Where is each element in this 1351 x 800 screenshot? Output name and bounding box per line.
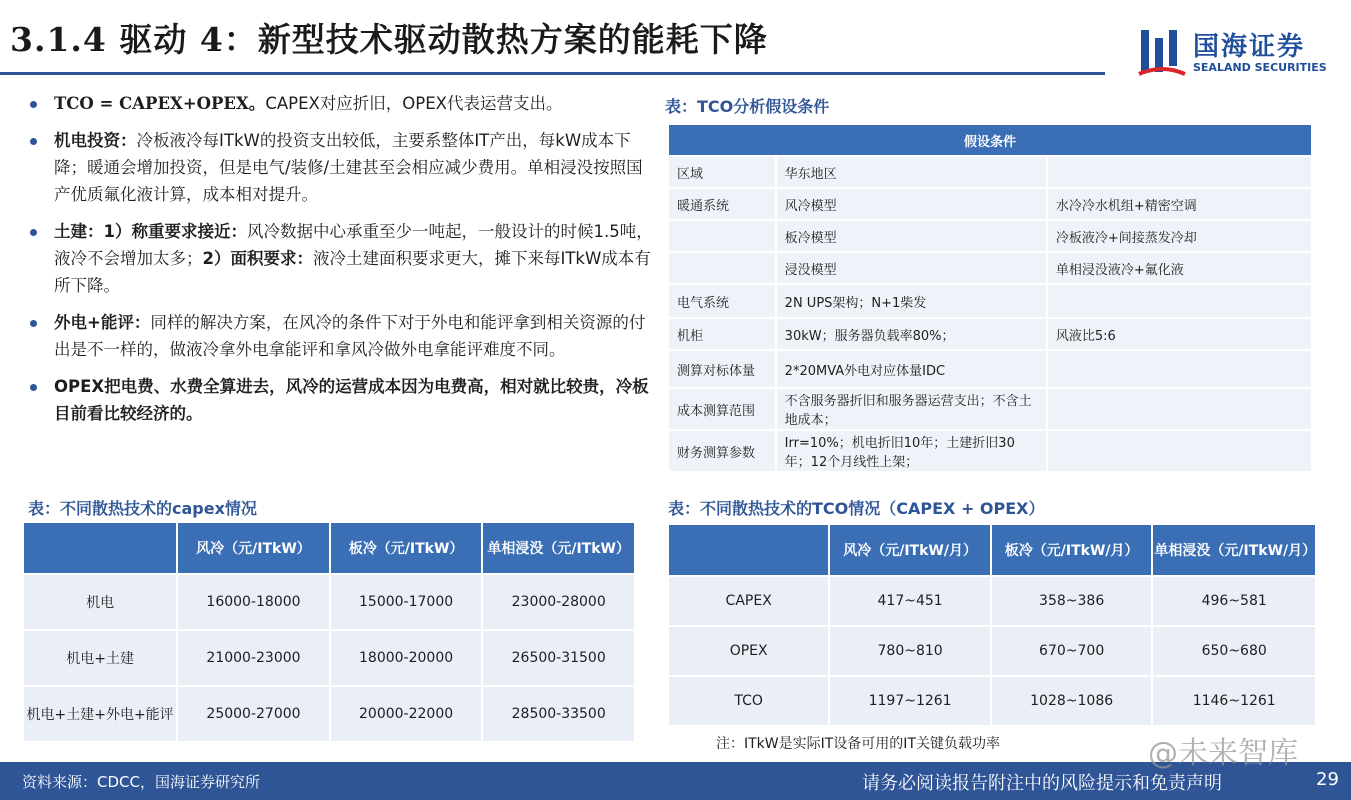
bullet-lead: OPEX把电费、水费全算进去，风冷的运营成本因为电费高，相对就比较贵，冷板目前看比较经济的。 [54, 377, 649, 423]
column-header: 单相浸没（元/ITkW） [482, 522, 635, 574]
table-cell [668, 252, 776, 284]
table-cell: 单相浸没液冷+氟化液 [1047, 252, 1312, 284]
bullet-lead: 土建：1）称重要求接近： [54, 222, 247, 241]
table-cell: 18000-20000 [330, 630, 483, 686]
table-cell: 25000-27000 [177, 686, 330, 742]
tco-note: 注：ITkW是实际IT设备可用的IT关键负载功率 [716, 736, 1000, 752]
bullet-item [28, 127, 653, 208]
table-cell: 2N UPS架构；N+1柴发 [776, 284, 1047, 318]
table-row [668, 220, 1312, 252]
table-cell: 1146~1261 [1152, 676, 1316, 726]
table-cell [1047, 430, 1312, 472]
table-cell: 暖通系统 [668, 188, 776, 220]
table-cell: 机电 [23, 574, 177, 630]
bullet-lead-2: 2）面积要求： [202, 249, 313, 268]
table-cell: OPEX [668, 626, 829, 676]
capex-table [22, 521, 636, 743]
tco-table [667, 523, 1317, 727]
title-divider [0, 72, 1105, 75]
table-row [668, 676, 1316, 726]
company-logo [1137, 26, 1337, 80]
table-row [668, 626, 1316, 676]
table-cell [1047, 284, 1312, 318]
bullet-lead: 外电+能评： [54, 313, 151, 332]
page-number: 29 [1316, 769, 1339, 790]
table-cell: 浸没模型 [776, 252, 1047, 284]
table-cell: 21000-23000 [177, 630, 330, 686]
sealand-logo-icon [1137, 26, 1187, 78]
table-cell: 28500-33500 [482, 686, 635, 742]
bullet-text: CAPEX对应折旧，OPEX代表运营支出。 [265, 94, 563, 113]
table-header-row [668, 524, 1316, 576]
table-cell [1047, 156, 1312, 188]
bullet-lead: 机电投资： [54, 131, 137, 150]
table-row [668, 388, 1312, 430]
table-row [668, 350, 1312, 388]
table-row [668, 252, 1312, 284]
assumptions-header: 假设条件 [668, 124, 1312, 156]
bullet-dot-icon [30, 101, 37, 108]
column-header: 板冷（元/ITkW/月） [991, 524, 1153, 576]
bullet-lead: TCO = CAPEX+OPEX。 [54, 94, 266, 113]
table-cell: 417~451 [829, 576, 991, 626]
bullet-item [28, 373, 653, 427]
bullet-list [28, 90, 653, 437]
logo-text-en: SEALAND SECURITIES [1193, 61, 1327, 74]
table-cell: CAPEX [668, 576, 829, 626]
table-cell: 15000-17000 [330, 574, 483, 630]
table-cell: 1197~1261 [829, 676, 991, 726]
table-cell: 780~810 [829, 626, 991, 676]
table-cell: 670~700 [991, 626, 1153, 676]
assumptions-caption: 表：TCO分析假设条件 [665, 97, 830, 116]
table-cell: 16000-18000 [177, 574, 330, 630]
table-cell: 1028~1086 [991, 676, 1153, 726]
table-cell: 成本测算范围 [668, 388, 776, 430]
table-cell: 财务测算参数 [668, 430, 776, 472]
capex-caption: 表：不同散热技术的capex情况 [28, 499, 257, 518]
table-cell: 358~386 [991, 576, 1153, 626]
table-cell: 20000-22000 [330, 686, 483, 742]
footer-disclaimer: 请务必阅读报告附注中的风险提示和免责声明 [862, 773, 1222, 794]
table-row [668, 284, 1312, 318]
table-cell: 机电+土建+外电+能评 [23, 686, 177, 742]
column-header: 板冷（元/ITkW） [330, 522, 483, 574]
bullet-dot-icon [30, 384, 37, 391]
watermark: @未来智库 [1148, 736, 1298, 771]
bullet-item [28, 90, 653, 117]
bullet-dot-icon [30, 138, 37, 145]
table-cell [1047, 388, 1312, 430]
column-header: 风冷（元/ITkW） [177, 522, 330, 574]
bullet-item [28, 218, 653, 299]
bullet-item [28, 309, 653, 363]
table-row [23, 630, 635, 686]
table-row [668, 576, 1316, 626]
table-cell: 水冷冷水机组+精密空调 [1047, 188, 1312, 220]
table-cell: 机电+土建 [23, 630, 177, 686]
bullet-text: 冷板液冷每ITkW的投资支出较低，主要系整体IT产出，每kW成本下降；暖通会增加投资，但是电气/装修/土建甚至会相应减少费用。单相浸没按照国产优质氟化液计算，成本相对提升。 [54, 131, 643, 204]
bullet-dot-icon [30, 229, 37, 236]
table-cell: 板冷模型 [776, 220, 1047, 252]
table-cell: 风液比5:6 [1047, 318, 1312, 350]
page-title: 3.1.4 驱动 4：新型技术驱动散热方案的能耗下降 [10, 20, 768, 59]
column-header [23, 522, 177, 574]
bullet-dot-icon [30, 320, 37, 327]
assumptions-table [667, 123, 1313, 473]
table-row [23, 574, 635, 630]
table-cell: 23000-28000 [482, 574, 635, 630]
table-cell: 风冷模型 [776, 188, 1047, 220]
bullet-text: 同样的解决方案，在风冷的条件下对于外电和能评拿到相关资源的付出是不一样的，做液冷拿外电拿能评和拿风冷做外电拿能评难度不同。 [54, 313, 646, 359]
table-cell: 26500-31500 [482, 630, 635, 686]
table-header-row [23, 522, 635, 574]
table-cell: 496~581 [1152, 576, 1316, 626]
table-cell: 不含服务器折旧和服务器运营支出；不含土地成本； [776, 388, 1047, 430]
table-cell: 测算对标体量 [668, 350, 776, 388]
table-cell: 30kW；服务器负载率80%； [776, 318, 1047, 350]
table-row [23, 686, 635, 742]
table-cell: 机柜 [668, 318, 776, 350]
column-header: 单相浸没（元/ITkW/月） [1152, 524, 1316, 576]
table-row [668, 430, 1312, 472]
bullet-text: 风冷数据中心承重至少一吨起，一般设计的时候1.5吨，液冷不会增加太多； [54, 222, 653, 268]
table-cell [1047, 350, 1312, 388]
table-cell: 冷板液冷+间接蒸发冷却 [1047, 220, 1312, 252]
table-cell [668, 220, 776, 252]
table-cell: 650~680 [1152, 626, 1316, 676]
table-row [668, 318, 1312, 350]
table-cell: 电气系统 [668, 284, 776, 318]
table-cell: 华东地区 [776, 156, 1047, 188]
bullet-text-2: 液冷土建面积要求更大，摊下来每ITkW成本有所下降。 [54, 249, 651, 295]
table-cell: TCO [668, 676, 829, 726]
table-cell: 区域 [668, 156, 776, 188]
logo-text-cn: 国海证券 [1193, 32, 1306, 62]
column-header [668, 524, 829, 576]
column-header: 风冷（元/ITkW/月） [829, 524, 991, 576]
tco-caption: 表：不同散热技术的TCO情况（CAPEX + OPEX） [668, 499, 1045, 518]
table-row [668, 156, 1312, 188]
table-row [668, 188, 1312, 220]
table-cell: Irr=10%；机电折旧10年；土建折旧30年；12个月线性上架； [776, 430, 1047, 472]
footer-source: 资料来源：CDCC，国海证券研究所 [22, 773, 260, 791]
table-cell: 2*20MVA外电对应体量IDC [776, 350, 1047, 388]
